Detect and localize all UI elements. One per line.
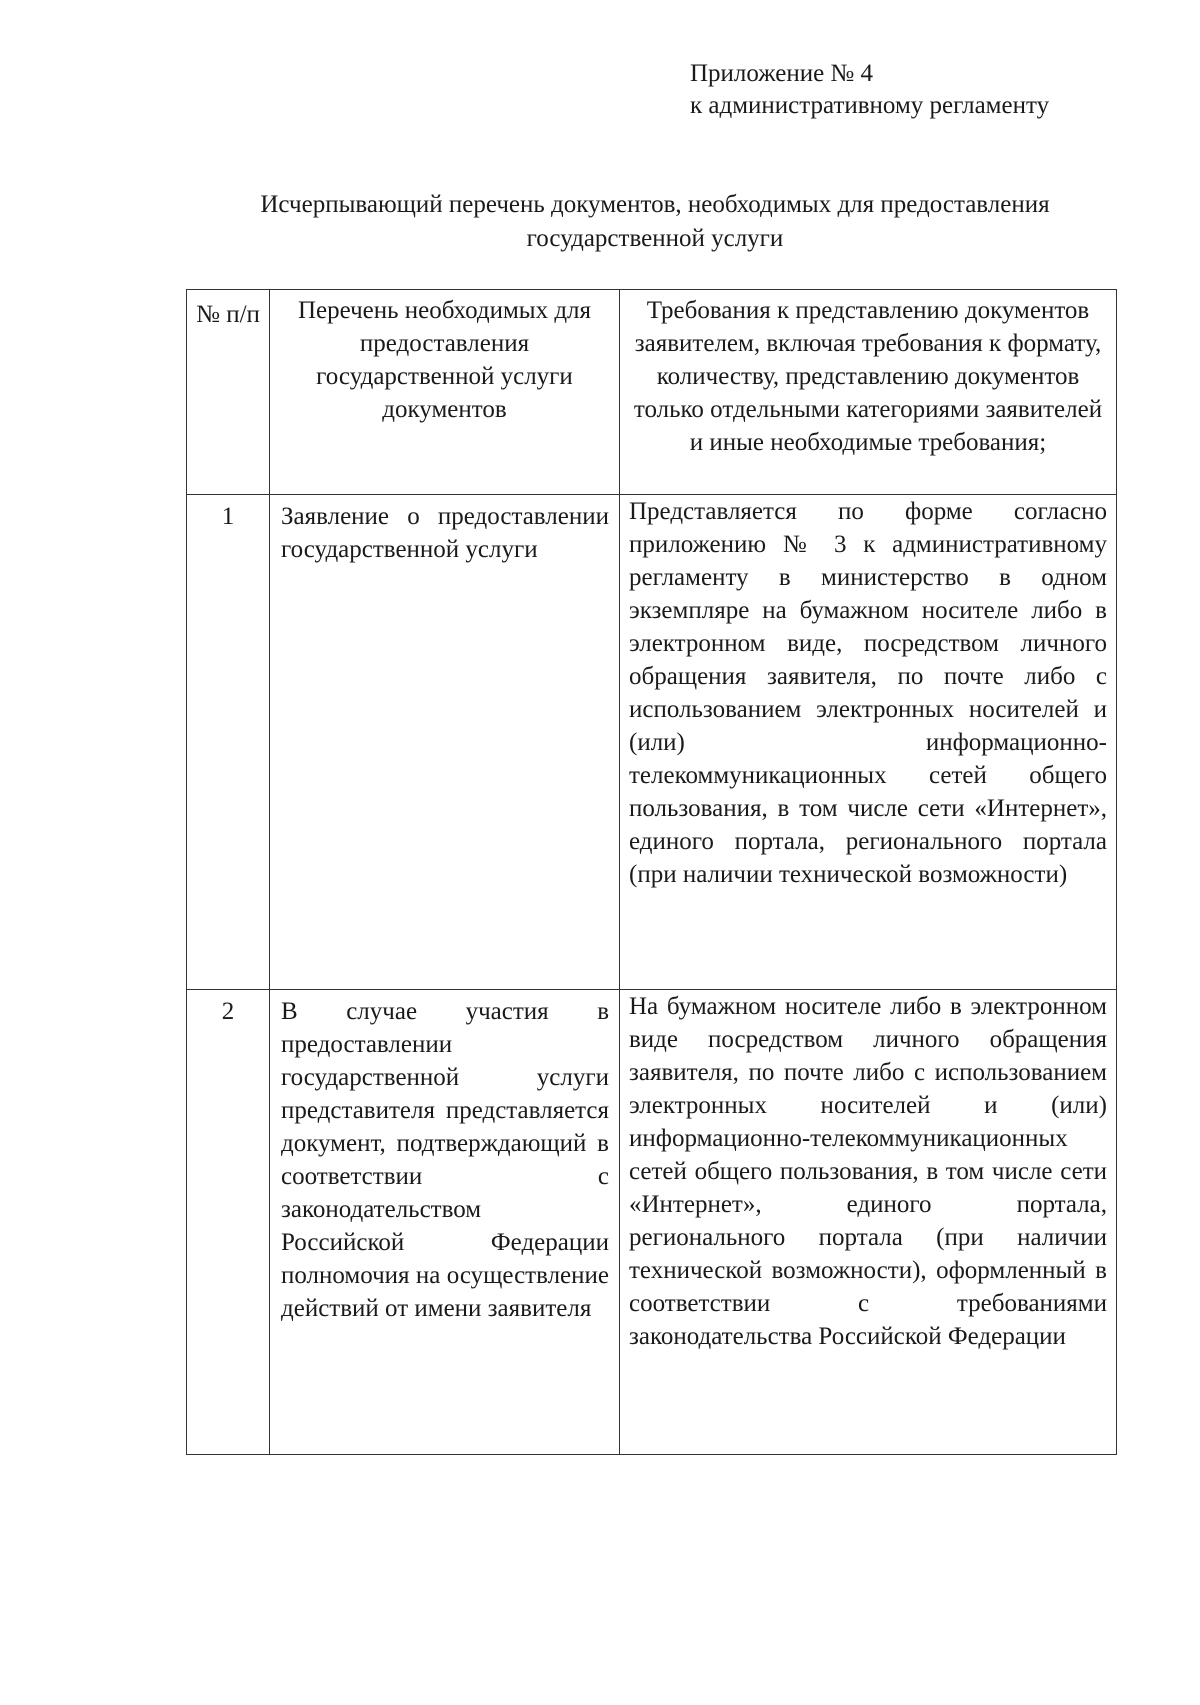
table-row [187,990,1117,1455]
row-document: Заявление о предоставлении государственной услуги [270,495,620,990]
appendix-reference: к административному регламенту [690,92,1050,119]
row-requirements: Представляется по форме согласно приложению № 3 к административному регламенту в министерство в одном экземпляре на бумажном носителе либо в электронном виде, посредством личного обращения заявителя, по почте либо с использованием электронных носителей и (или) информационно-телекоммуникационных сетей общего пользования, в том числе сети «Интернет», единого портала, регионального портала (при наличии технической возможности) [620,495,1117,990]
row-number: 2 [187,990,270,1455]
header-requirements: Требования к представлению документов заявителем, включая требования к формату, количеству, представлению документов только отдельными категориями заявителей и иные необходимые требования; [620,290,1117,495]
table-row [187,495,1117,990]
row-requirements: На бумажном носителе либо в электронном виде посредством личного обращения заявителя, по почте либо с использованием электронных носителей и (или) информационно-телекоммуникационных сетей общего пользования, в том числе сети «Интернет», единого портала, регионального портала (при наличии технической возможности), оформленный в соответствии с требованиями законодательства Российской Федерации [620,990,1117,1455]
appendix-number: Приложение № 4 [690,60,874,87]
document-title: Исчерпывающий перечень документов, необходимых для предоставления государственной услуги [260,191,1050,252]
appendix-header [690,58,1049,122]
row-document: В случае участия в предоставлении государственной услуги представителя представляется документ, подтверждающий в соответствии с законодательством Российской Федерации полномочия на осуществление действий от имени заявителя [270,990,620,1455]
table-header-row [187,290,1117,495]
header-document-list: Перечень необходимых для предоставления государственной услуги документов [270,290,620,495]
documents-table [186,289,1117,1455]
header-number: № п/п [187,290,270,495]
row-number: 1 [187,495,270,990]
